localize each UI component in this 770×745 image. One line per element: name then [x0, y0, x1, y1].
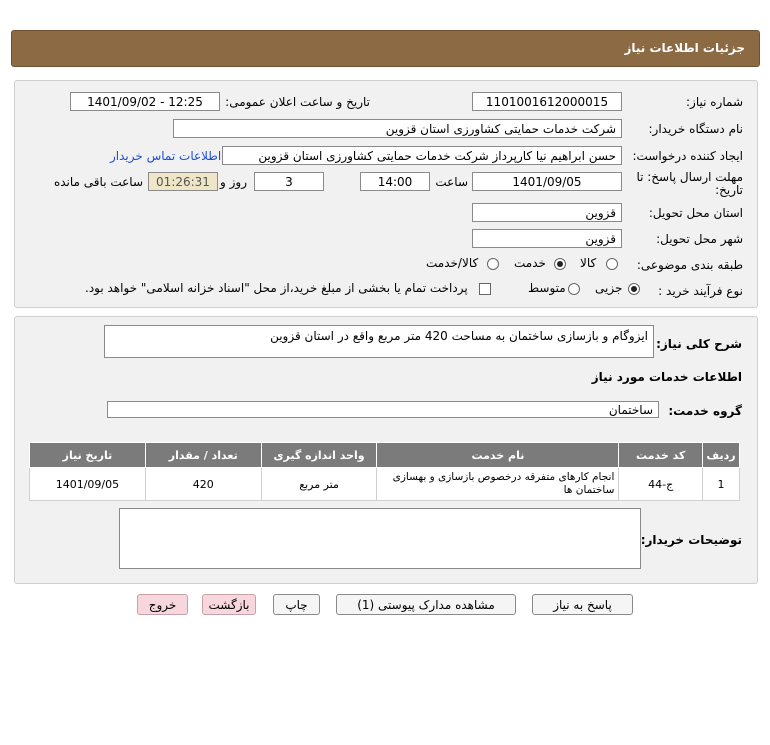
- col-name: نام خدمت: [377, 443, 619, 468]
- col-date: تاریخ نیاز: [30, 443, 146, 468]
- col-qty: تعداد / مقدار: [145, 443, 261, 468]
- process-radio-medium[interactable]: [568, 283, 580, 295]
- services-table: [29, 442, 740, 501]
- deadline-time-field: 14:00: [360, 172, 430, 191]
- category-radio-goods-service[interactable]: [487, 258, 499, 270]
- cell-name: انجام کارهای متفرقه درخصوص بازسازی و بهسازی ساختمان ها: [377, 468, 619, 501]
- cell-qty: 420: [145, 468, 261, 501]
- treasury-payment-note: پرداخت تمام یا بخشی از مبلغ خرید،از محل "اسناد خزانه اسلامی" خواهد بود.: [85, 281, 468, 295]
- buyer-contact-link[interactable]: اطلاعات تماس خریدار: [110, 149, 222, 163]
- buyer-notes-label: توضیحات خریدار:: [640, 533, 742, 547]
- cell-unit: متر مربع: [261, 468, 377, 501]
- creator-label: ایجاد کننده درخواست:: [632, 149, 743, 163]
- category-option-goods-service: کالا/خدمت: [426, 256, 479, 270]
- deadline-label: مهلت ارسال پاسخ: تا: [636, 170, 743, 184]
- remaining-label: ساعت باقی مانده: [53, 175, 143, 189]
- creator-field: حسن ابراهیم نیا کارپرداز شرکت خدمات حمایتی کشاورزی استان قزوین: [222, 146, 622, 165]
- exit-button[interactable]: خروج: [137, 594, 188, 615]
- process-option-medium: متوسط: [528, 281, 566, 295]
- announce-date-field: 1401/09/02 - 12:25: [70, 92, 220, 111]
- days-field: 3: [254, 172, 324, 191]
- process-radio-minor[interactable]: [628, 283, 640, 295]
- category-radio-goods[interactable]: [606, 258, 618, 270]
- need-info-panel: [14, 80, 758, 308]
- category-label: طبقه بندی موضوعی:: [636, 258, 743, 272]
- service-group-field: ساختمان: [107, 401, 659, 418]
- process-label: نوع فرآیند خرید :: [658, 284, 743, 298]
- cell-date: 1401/09/05: [30, 468, 146, 501]
- announce-label: تاریخ و ساعت اعلان عمومی:: [225, 95, 370, 109]
- general-desc-label: شرح کلی نیاز:: [656, 337, 742, 351]
- buyer-notes-field: [119, 508, 641, 569]
- need-number-label: شماره نیاز:: [686, 95, 743, 109]
- cell-code: ج-44: [619, 468, 703, 501]
- col-unit: واحد اندازه گیری: [261, 443, 377, 468]
- cell-row: 1: [703, 468, 740, 501]
- page-title: جزئیات اطلاعات نیاز: [624, 41, 745, 55]
- view-attachments-button[interactable]: مشاهده مدارک پیوستی (1): [336, 594, 516, 615]
- col-code: کد خدمت: [619, 443, 703, 468]
- deadline-time-label: ساعت: [435, 175, 468, 189]
- print-button[interactable]: چاپ: [273, 594, 320, 615]
- services-section-title: اطلاعات خدمات مورد نیاز: [591, 370, 742, 384]
- province-label: استان محل تحویل:: [648, 206, 743, 220]
- days-label: روز و: [220, 175, 247, 189]
- services-table-header: [30, 443, 740, 468]
- category-option-goods: کالا: [580, 256, 597, 270]
- province-field: قزوین: [472, 203, 622, 222]
- process-option-minor: جزیی: [595, 281, 623, 295]
- page-header: [11, 30, 760, 67]
- deadline-label-2: تاریخ:: [715, 183, 743, 197]
- general-desc-field: ایزوگام و بازسازی ساختمان به مساحت 420 متر مربع واقع در استان قزوین: [104, 325, 654, 358]
- back-button[interactable]: بازگشت: [202, 594, 256, 615]
- buyer-org-label: نام دستگاه خریدار:: [648, 122, 743, 136]
- buyer-org-field: شرکت خدمات حمایتی کشاورزی استان قزوین: [173, 119, 622, 138]
- category-radio-service[interactable]: [554, 258, 566, 270]
- deadline-date-field: 1401/09/05: [472, 172, 622, 191]
- table-row: [30, 468, 740, 501]
- reply-button[interactable]: پاسخ به نیاز: [532, 594, 633, 615]
- service-group-label: گروه خدمت:: [668, 404, 742, 418]
- category-option-service: خدمت: [514, 256, 546, 270]
- city-label: شهر محل تحویل:: [656, 232, 743, 246]
- remaining-time-field: 01:26:31: [148, 172, 218, 191]
- city-field: قزوین: [472, 229, 622, 248]
- col-row: ردیف: [703, 443, 740, 468]
- need-number-field: 1101001612000015: [472, 92, 622, 111]
- treasury-payment-checkbox[interactable]: [479, 283, 491, 295]
